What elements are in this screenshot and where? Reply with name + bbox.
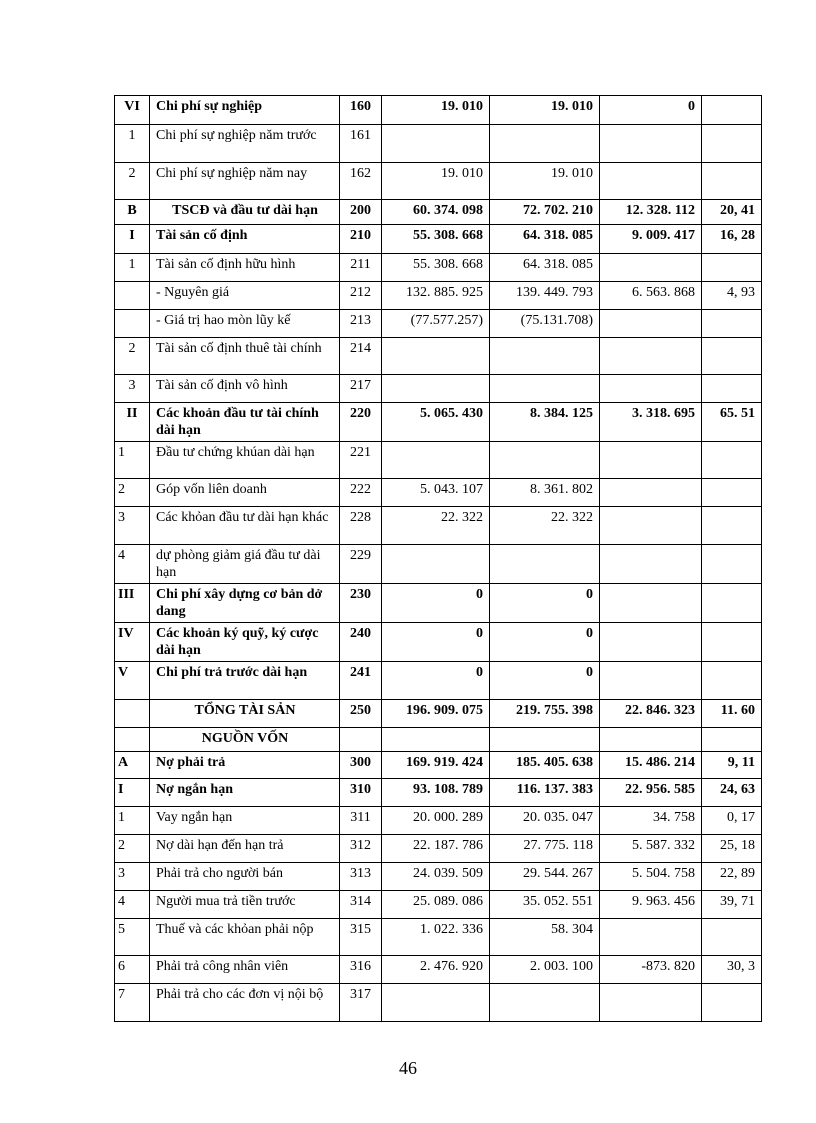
cell-value-prev-year: [382, 338, 490, 375]
cell-value-prev-year: 19. 010: [382, 163, 490, 200]
cell-change-percent: [702, 728, 762, 752]
cell-value-this-year: [490, 728, 600, 752]
cell-item-name: - Nguyên giá: [150, 282, 340, 310]
cell-change-percent: [702, 984, 762, 1022]
cell-item-name: Đầu tư chứng khúan dài hạn: [150, 442, 340, 479]
cell-value-this-year: 19. 010: [490, 163, 600, 200]
cell-change-amount: 34. 758: [600, 807, 702, 835]
cell-code: [340, 728, 382, 752]
cell-value-prev-year: (77.577.257): [382, 310, 490, 338]
cell-item-name: Chi phí sự nghiệp năm nay: [150, 163, 340, 200]
cell-change-amount: [600, 254, 702, 282]
cell-change-percent: [702, 310, 762, 338]
table-row: [115, 163, 762, 200]
cell-change-amount: [600, 623, 702, 662]
cell-item-name: Vay ngắn hạn: [150, 807, 340, 835]
cell-row-index: A: [115, 752, 150, 779]
cell-value-prev-year: [382, 984, 490, 1022]
cell-value-this-year: 185. 405. 638: [490, 752, 600, 779]
cell-value-this-year: (75.131.708): [490, 310, 600, 338]
cell-change-amount: [600, 728, 702, 752]
cell-code: 300: [340, 752, 382, 779]
table-row: [115, 375, 762, 403]
cell-row-index: 5: [115, 919, 150, 956]
cell-row-index: 2: [115, 163, 150, 200]
cell-row-index: 1: [115, 254, 150, 282]
cell-code: 160: [340, 96, 382, 125]
cell-row-index: 3: [115, 863, 150, 891]
cell-change-amount: [600, 984, 702, 1022]
cell-value-this-year: 0: [490, 623, 600, 662]
cell-value-prev-year: 60. 374. 098: [382, 200, 490, 225]
cell-code: 162: [340, 163, 382, 200]
balance-sheet-body: [115, 96, 762, 1022]
cell-change-amount: -873. 820: [600, 956, 702, 984]
cell-value-prev-year: 55. 308. 668: [382, 254, 490, 282]
cell-value-prev-year: 22. 322: [382, 507, 490, 545]
cell-change-amount: 22. 956. 585: [600, 779, 702, 807]
cell-change-percent: [702, 96, 762, 125]
cell-value-this-year: [490, 375, 600, 403]
cell-change-percent: 30, 3: [702, 956, 762, 984]
cell-value-this-year: 27. 775. 118: [490, 835, 600, 863]
cell-change-amount: [600, 479, 702, 507]
cell-change-amount: 12. 328. 112: [600, 200, 702, 225]
cell-value-prev-year: [382, 728, 490, 752]
cell-value-this-year: 64. 318. 085: [490, 225, 600, 254]
cell-value-this-year: 20. 035. 047: [490, 807, 600, 835]
cell-value-prev-year: 0: [382, 662, 490, 700]
cell-row-index: 1: [115, 442, 150, 479]
cell-value-this-year: 29. 544. 267: [490, 863, 600, 891]
cell-row-index: 4: [115, 545, 150, 584]
cell-change-percent: 22, 89: [702, 863, 762, 891]
cell-value-prev-year: 22. 187. 786: [382, 835, 490, 863]
cell-change-percent: [702, 507, 762, 545]
cell-item-name: Nợ dài hạn đến hạn trả: [150, 835, 340, 863]
cell-value-prev-year: 132. 885. 925: [382, 282, 490, 310]
cell-item-name: - Giá trị hao mòn lũy kế: [150, 310, 340, 338]
cell-change-amount: [600, 442, 702, 479]
cell-code: 220: [340, 403, 382, 442]
cell-item-name: Các khoản đầu tư tài chính dài hạn: [150, 403, 340, 442]
table-row: [115, 984, 762, 1022]
cell-value-prev-year: 0: [382, 623, 490, 662]
cell-row-index: III: [115, 584, 150, 623]
cell-change-amount: 9. 009. 417: [600, 225, 702, 254]
cell-code: 213: [340, 310, 382, 338]
cell-item-name: Góp vốn liên doanh: [150, 479, 340, 507]
table-row: [115, 545, 762, 584]
cell-item-name: TSCĐ và đầu tư dài hạn: [150, 200, 340, 225]
cell-value-prev-year: 5. 065. 430: [382, 403, 490, 442]
cell-item-name: Chi phí sự nghiệp năm trước: [150, 125, 340, 163]
cell-code: 214: [340, 338, 382, 375]
cell-code: 221: [340, 442, 382, 479]
cell-change-percent: [702, 919, 762, 956]
table-row: [115, 479, 762, 507]
cell-value-this-year: [490, 545, 600, 584]
table-row: [115, 584, 762, 623]
cell-item-name: Tài sản cố định: [150, 225, 340, 254]
table-row: [115, 254, 762, 282]
cell-change-amount: [600, 310, 702, 338]
cell-value-prev-year: 2. 476. 920: [382, 956, 490, 984]
table-row: [115, 835, 762, 863]
cell-change-percent: [702, 442, 762, 479]
cell-value-this-year: [490, 442, 600, 479]
cell-item-name: Tài sản cố định hữu hình: [150, 254, 340, 282]
cell-value-this-year: [490, 338, 600, 375]
cell-value-this-year: 0: [490, 662, 600, 700]
cell-value-prev-year: [382, 375, 490, 403]
cell-item-name: Tài sản cố định vô hình: [150, 375, 340, 403]
cell-value-this-year: 116. 137. 383: [490, 779, 600, 807]
cell-change-percent: [702, 338, 762, 375]
cell-change-percent: 20, 41: [702, 200, 762, 225]
cell-value-this-year: 64. 318. 085: [490, 254, 600, 282]
cell-row-index: 1: [115, 807, 150, 835]
cell-value-prev-year: 20. 000. 289: [382, 807, 490, 835]
cell-change-amount: 6. 563. 868: [600, 282, 702, 310]
table-row: [115, 752, 762, 779]
cell-change-percent: 25, 18: [702, 835, 762, 863]
cell-row-index: I: [115, 779, 150, 807]
cell-item-name: Các khoản ký quỹ, ký cược dài hạn: [150, 623, 340, 662]
cell-value-this-year: 0: [490, 584, 600, 623]
table-row: [115, 225, 762, 254]
cell-change-percent: [702, 623, 762, 662]
cell-item-name: Nợ phải trả: [150, 752, 340, 779]
cell-row-index: 6: [115, 956, 150, 984]
cell-change-percent: [702, 545, 762, 584]
cell-item-name: Các khỏan đầu tư dài hạn khác: [150, 507, 340, 545]
table-row: [115, 779, 762, 807]
table-row: [115, 338, 762, 375]
cell-row-index: [115, 700, 150, 728]
cell-value-this-year: 72. 702. 210: [490, 200, 600, 225]
cell-code: 310: [340, 779, 382, 807]
cell-row-index: IV: [115, 623, 150, 662]
cell-item-name: Thuế và các khỏan phải nộp: [150, 919, 340, 956]
cell-change-amount: 22. 846. 323: [600, 700, 702, 728]
cell-code: 229: [340, 545, 382, 584]
cell-change-amount: 9. 963. 456: [600, 891, 702, 919]
cell-value-prev-year: 1. 022. 336: [382, 919, 490, 956]
cell-code: 250: [340, 700, 382, 728]
cell-row-index: 2: [115, 338, 150, 375]
cell-item-name: Phải trả công nhân viên: [150, 956, 340, 984]
cell-value-this-year: 19. 010: [490, 96, 600, 125]
cell-code: 311: [340, 807, 382, 835]
cell-value-prev-year: [382, 125, 490, 163]
cell-value-prev-year: 196. 909. 075: [382, 700, 490, 728]
table-row: [115, 891, 762, 919]
cell-change-percent: 9, 11: [702, 752, 762, 779]
table-row: [115, 125, 762, 163]
cell-code: 317: [340, 984, 382, 1022]
cell-change-amount: [600, 125, 702, 163]
cell-change-amount: [600, 338, 702, 375]
cell-change-amount: [600, 375, 702, 403]
table-row: [115, 310, 762, 338]
cell-change-percent: 39, 71: [702, 891, 762, 919]
cell-value-prev-year: [382, 442, 490, 479]
cell-code: 241: [340, 662, 382, 700]
cell-row-index: 3: [115, 375, 150, 403]
table-row: [115, 863, 762, 891]
cell-row-index: B: [115, 200, 150, 225]
cell-row-index: VI: [115, 96, 150, 125]
table-row: [115, 623, 762, 662]
cell-change-amount: 5. 587. 332: [600, 835, 702, 863]
cell-value-this-year: 2. 003. 100: [490, 956, 600, 984]
cell-value-prev-year: 55. 308. 668: [382, 225, 490, 254]
cell-code: 316: [340, 956, 382, 984]
cell-change-amount: 3. 318. 695: [600, 403, 702, 442]
cell-change-percent: 0, 17: [702, 807, 762, 835]
cell-row-index: 2: [115, 835, 150, 863]
cell-row-index: [115, 282, 150, 310]
table-row: [115, 919, 762, 956]
cell-change-percent: 24, 63: [702, 779, 762, 807]
cell-row-index: 2: [115, 479, 150, 507]
cell-item-name: Tài sản cố định thuê tài chính: [150, 338, 340, 375]
cell-change-percent: [702, 163, 762, 200]
cell-item-name: Chi phí sự nghiệp: [150, 96, 340, 125]
cell-change-percent: [702, 584, 762, 623]
cell-code: 314: [340, 891, 382, 919]
cell-value-prev-year: 19. 010: [382, 96, 490, 125]
cell-value-prev-year: 24. 039. 509: [382, 863, 490, 891]
cell-value-prev-year: 169. 919. 424: [382, 752, 490, 779]
cell-code: 230: [340, 584, 382, 623]
cell-row-index: [115, 310, 150, 338]
cell-value-this-year: [490, 984, 600, 1022]
cell-value-prev-year: 25. 089. 086: [382, 891, 490, 919]
table-row: [115, 728, 762, 752]
cell-row-index: [115, 728, 150, 752]
cell-change-percent: [702, 125, 762, 163]
cell-change-percent: 16, 28: [702, 225, 762, 254]
cell-value-this-year: 219. 755. 398: [490, 700, 600, 728]
cell-change-amount: [600, 584, 702, 623]
cell-value-prev-year: 5. 043. 107: [382, 479, 490, 507]
cell-code: 315: [340, 919, 382, 956]
cell-code: 228: [340, 507, 382, 545]
cell-row-index: V: [115, 662, 150, 700]
page-number: 46: [399, 1058, 417, 1078]
cell-change-percent: [702, 662, 762, 700]
cell-row-index: 1: [115, 125, 150, 163]
table-row: [115, 403, 762, 442]
table-row: [115, 700, 762, 728]
cell-change-percent: 4, 93: [702, 282, 762, 310]
cell-value-this-year: [490, 125, 600, 163]
cell-change-percent: [702, 254, 762, 282]
cell-change-amount: [600, 662, 702, 700]
table-row: [115, 662, 762, 700]
cell-value-this-year: 8. 384. 125: [490, 403, 600, 442]
cell-row-index: II: [115, 403, 150, 442]
cell-change-percent: [702, 375, 762, 403]
cell-item-name: NGUỒN VỐN: [150, 728, 340, 752]
cell-item-name: Phải trả cho người bán: [150, 863, 340, 891]
cell-change-amount: [600, 163, 702, 200]
cell-code: 211: [340, 254, 382, 282]
cell-item-name: Chi phí xây dựng cơ bản dở dang: [150, 584, 340, 623]
cell-change-percent: [702, 479, 762, 507]
table-row: [115, 96, 762, 125]
cell-row-index: 7: [115, 984, 150, 1022]
cell-item-name: dự phòng giảm giá đầu tư dài hạn: [150, 545, 340, 584]
cell-change-percent: 11. 60: [702, 700, 762, 728]
cell-row-index: 4: [115, 891, 150, 919]
cell-value-this-year: 35. 052. 551: [490, 891, 600, 919]
cell-row-index: 3: [115, 507, 150, 545]
cell-value-this-year: 139. 449. 793: [490, 282, 600, 310]
table-row: [115, 956, 762, 984]
cell-item-name: TỔNG TÀI SẢN: [150, 700, 340, 728]
cell-code: 200: [340, 200, 382, 225]
cell-value-this-year: 8. 361. 802: [490, 479, 600, 507]
cell-item-name: Phải trả cho các đơn vị nội bộ: [150, 984, 340, 1022]
cell-code: 161: [340, 125, 382, 163]
cell-row-index: I: [115, 225, 150, 254]
cell-code: 312: [340, 835, 382, 863]
cell-code: 313: [340, 863, 382, 891]
cell-code: 210: [340, 225, 382, 254]
cell-item-name: Nợ ngắn hạn: [150, 779, 340, 807]
cell-value-prev-year: 93. 108. 789: [382, 779, 490, 807]
cell-item-name: Chi phí trả trước dài hạn: [150, 662, 340, 700]
cell-code: 240: [340, 623, 382, 662]
table-row: [115, 507, 762, 545]
cell-change-amount: [600, 919, 702, 956]
cell-change-amount: 15. 486. 214: [600, 752, 702, 779]
cell-code: 222: [340, 479, 382, 507]
balance-sheet-table: [114, 95, 762, 1022]
table-row: [115, 200, 762, 225]
cell-change-amount: 0: [600, 96, 702, 125]
table-row: [115, 442, 762, 479]
cell-change-amount: [600, 545, 702, 584]
cell-value-this-year: 22. 322: [490, 507, 600, 545]
cell-code: 212: [340, 282, 382, 310]
cell-change-percent: 65. 51: [702, 403, 762, 442]
table-row: [115, 282, 762, 310]
cell-change-amount: [600, 507, 702, 545]
cell-value-prev-year: [382, 545, 490, 584]
cell-code: 217: [340, 375, 382, 403]
cell-change-amount: 5. 504. 758: [600, 863, 702, 891]
cell-item-name: Người mua trả tiền trước: [150, 891, 340, 919]
cell-value-prev-year: 0: [382, 584, 490, 623]
table-row: [115, 807, 762, 835]
cell-value-this-year: 58. 304: [490, 919, 600, 956]
